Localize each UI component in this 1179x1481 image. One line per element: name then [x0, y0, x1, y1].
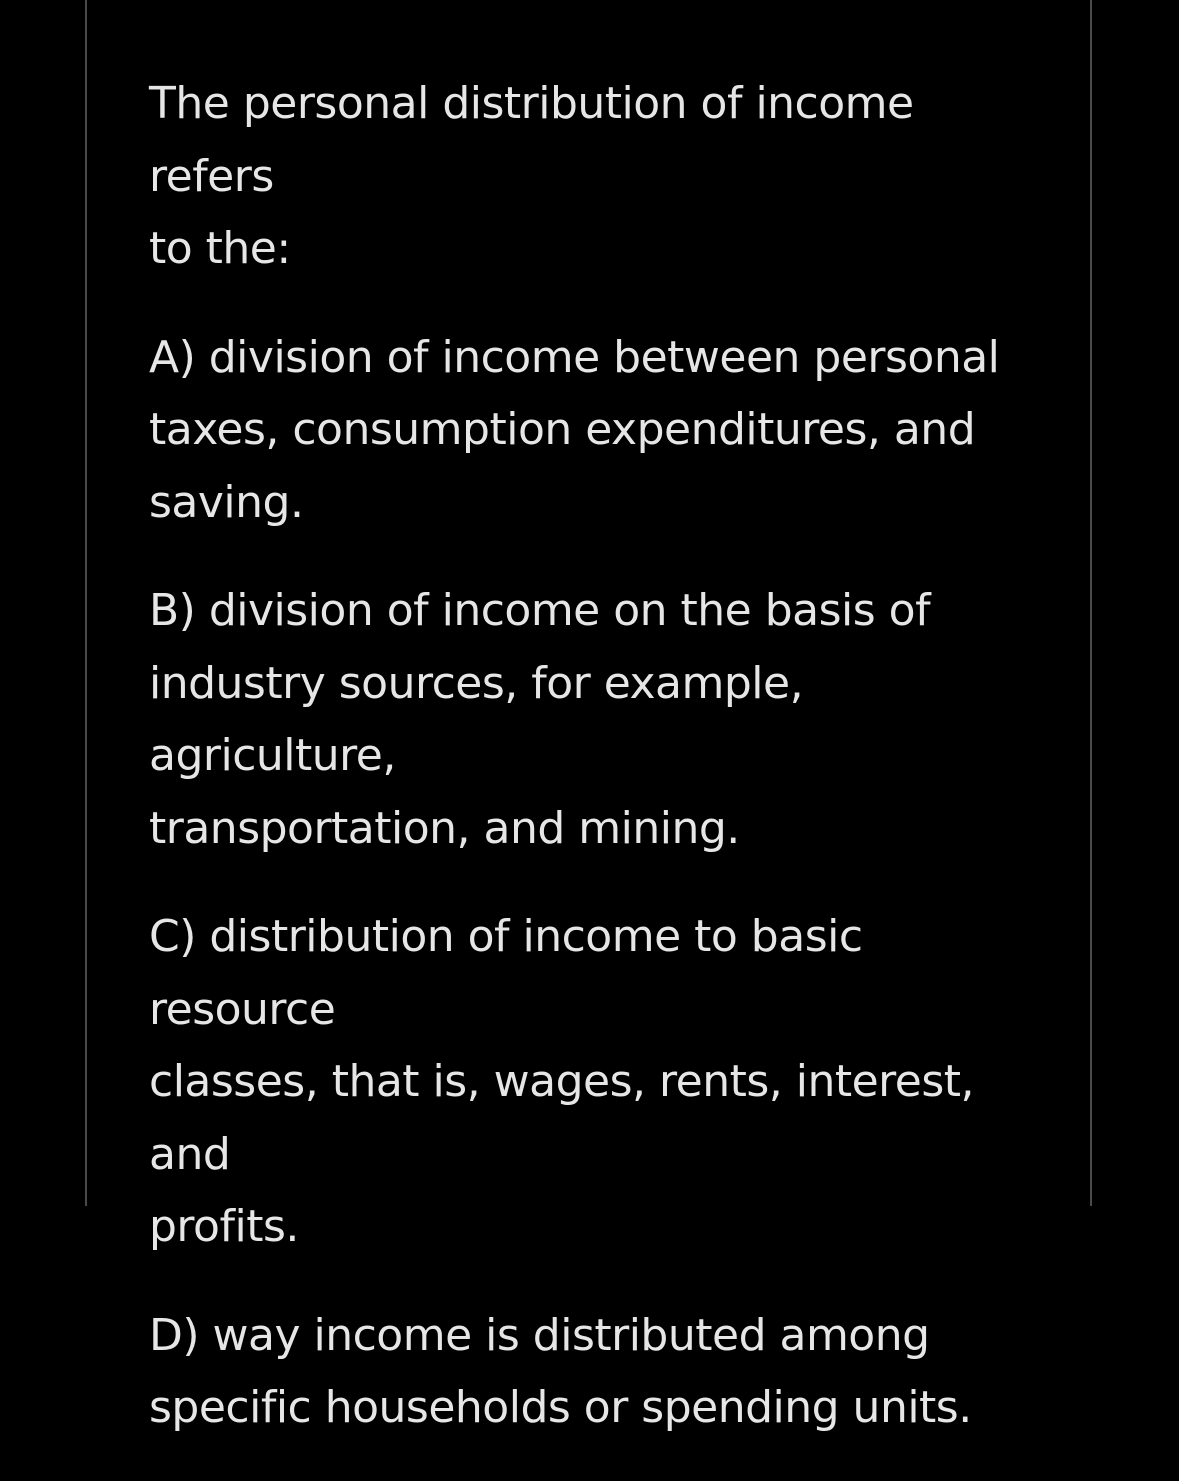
option-a[interactable]: A) division of income between personal taxes, consumption expenditures, and saving.: [149, 331, 1000, 528]
option-c[interactable]: C) distribution of income to basic resource classes, that is, wages, rents, interest, and profits.: [149, 911, 975, 1252]
option-b[interactable]: B) division of income on the basis of industry sources, for example, agriculture, transportation, and mining.: [149, 585, 931, 854]
question-panel: [85, 0, 1092, 1433]
option-d[interactable]: D) way income is distributed among specific households or spending units.: [149, 1309, 972, 1433]
question-content: [149, 68, 1049, 1481]
question-text: The personal distribution of income refers to the:: [149, 78, 914, 274]
